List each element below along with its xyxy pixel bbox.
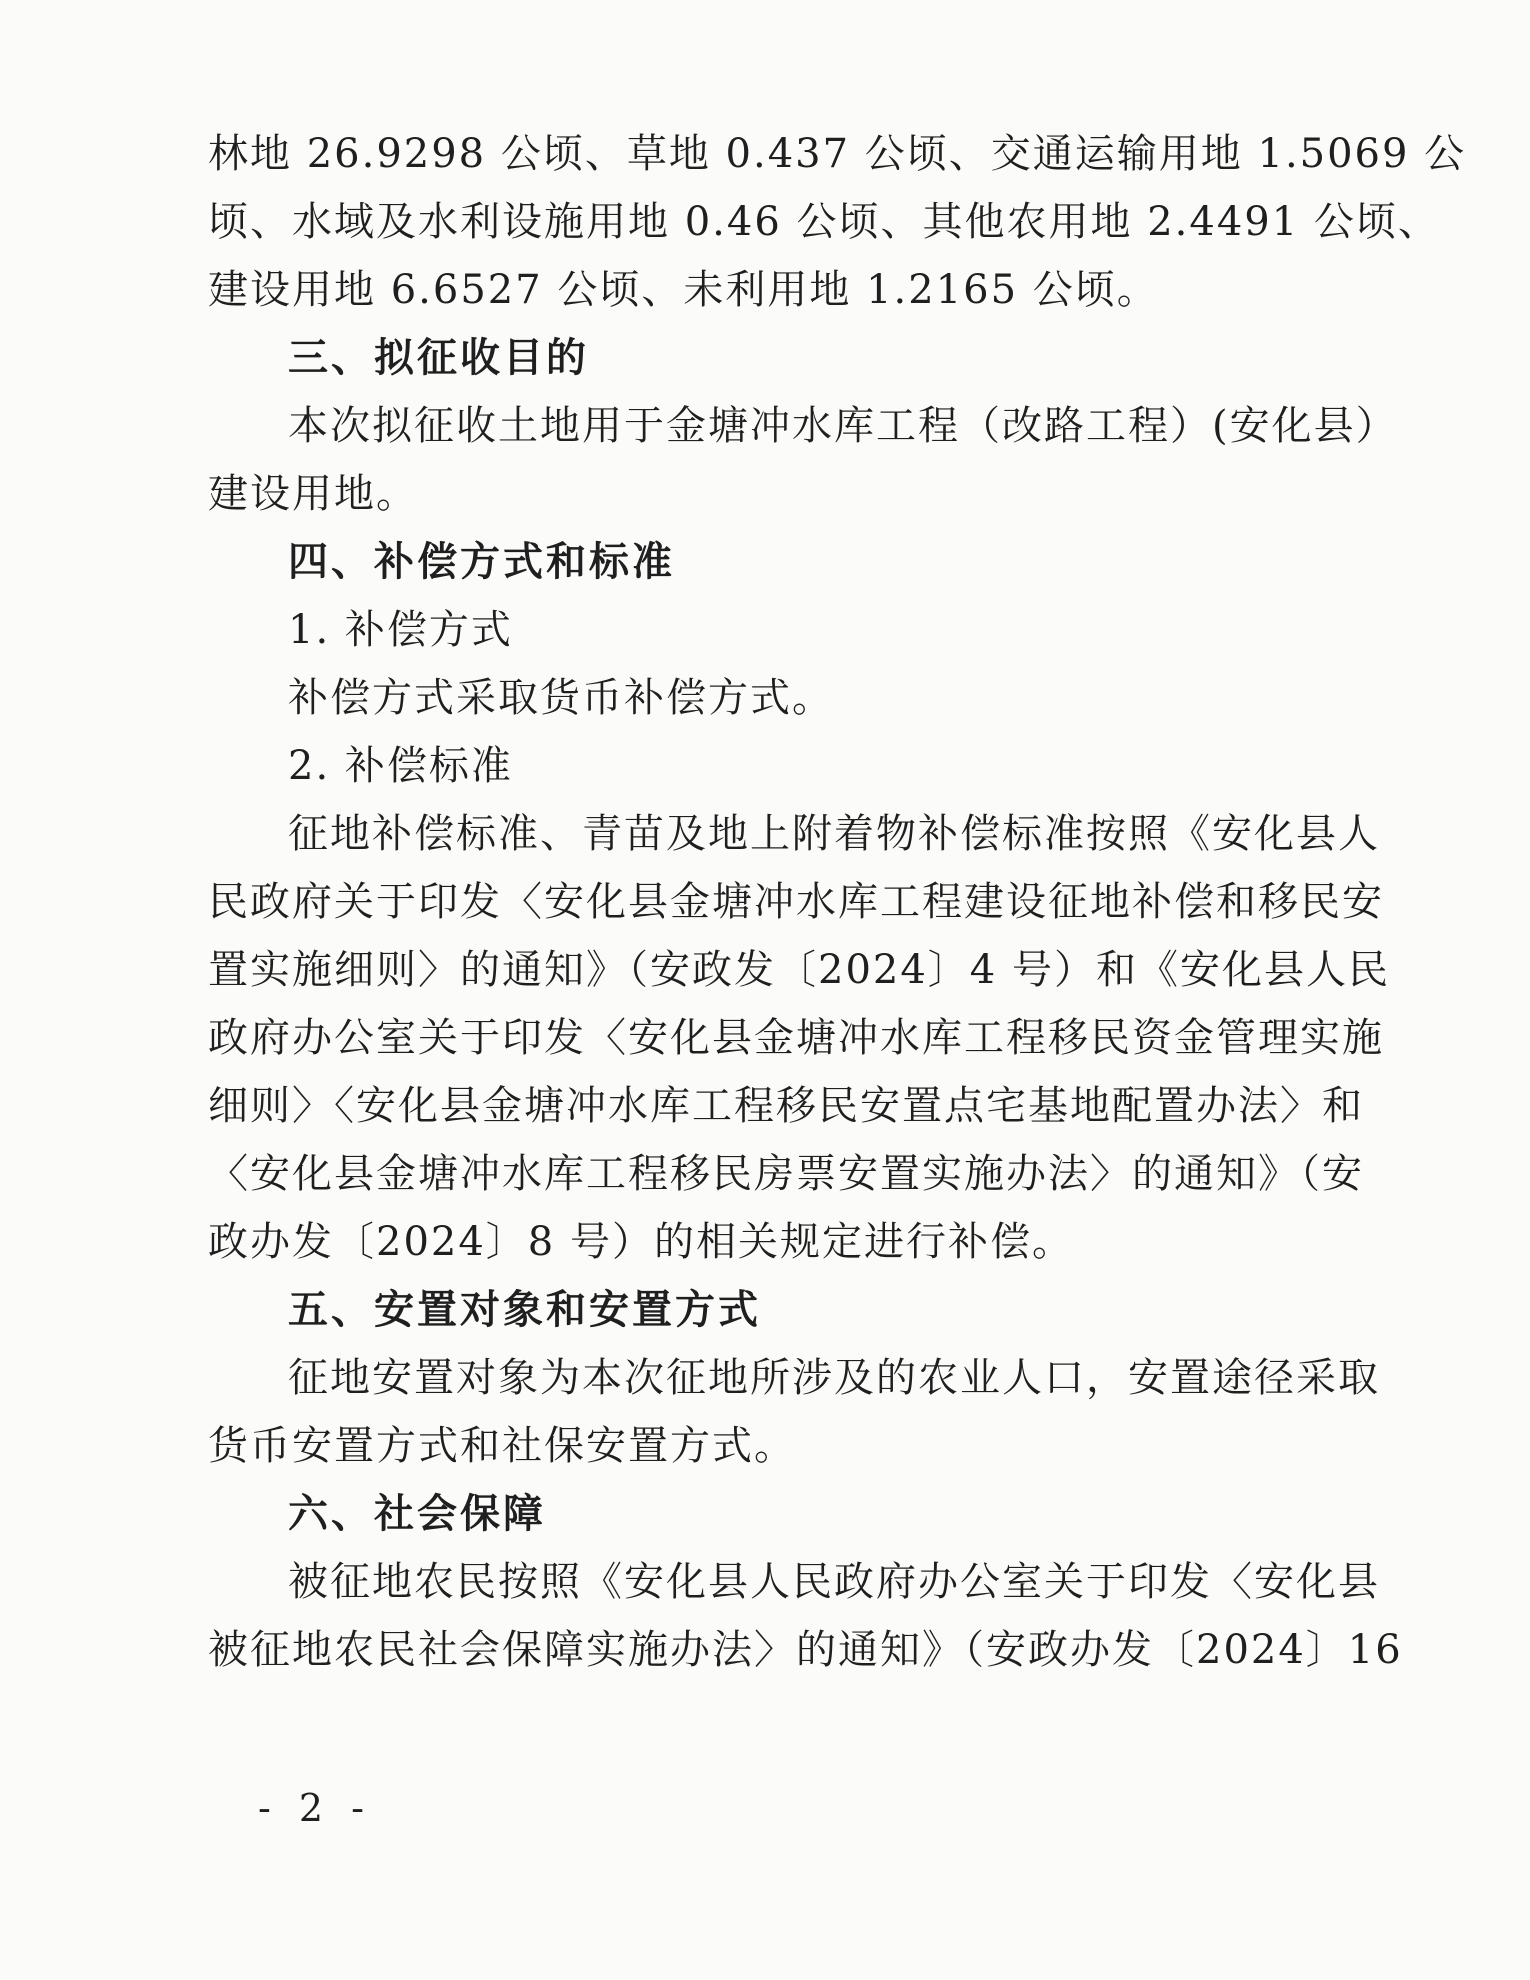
text-line: 置实施细则〉的通知》（安政发〔2024〕4 号）和《安化县人民 bbox=[208, 947, 1390, 993]
text-line: 货币安置方式和社保安置方式。 bbox=[208, 1423, 796, 1469]
text-line: 被征地农民社会保障实施办法〉的通知》（安政办发〔2024〕16 bbox=[208, 1627, 1403, 1673]
text-line: 〈安化县金塘冲水库工程移民房票安置实施办法〉的通知》（安 bbox=[208, 1151, 1364, 1197]
document-body bbox=[208, 120, 1467, 1684]
text-line: 被征地农民按照《安化县人民政府办公室关于印发〈安化县 bbox=[288, 1559, 1380, 1605]
text-line: 2. 补偿标准 bbox=[288, 743, 513, 789]
text-line: 征地补偿标准、青苗及地上附着物补偿标准按照《安化县人 bbox=[288, 811, 1380, 857]
text-line: 建设用地。 bbox=[208, 471, 418, 517]
text-line: 补偿方式采取货币补偿方式。 bbox=[288, 675, 834, 721]
section-heading: 三、拟征收目的 bbox=[288, 335, 589, 381]
text-line: 征地安置对象为本次征地所涉及的农业人口，安置途径采取 bbox=[288, 1355, 1380, 1401]
text-line: 1. 补偿方式 bbox=[288, 607, 513, 653]
text-line: 政府办公室关于印发〈安化县金塘冲水库工程移民资金管理实施 bbox=[208, 1015, 1384, 1061]
text-line: 林地 26.9298 公顷、草地 0.437 公顷、交通运输用地 1.5069 公 bbox=[208, 131, 1467, 177]
text-line: 本次拟征收土地用于金塘冲水库工程（改路工程）(安化县） bbox=[288, 403, 1398, 449]
text-line: 建设用地 6.6527 公顷、未利用地 1.2165 公顷。 bbox=[208, 267, 1159, 313]
text-line: 细则〉〈安化县金塘冲水库工程移民安置点宅基地配置办法〉和 bbox=[208, 1083, 1364, 1129]
page-number: - 2 - bbox=[258, 1786, 373, 1830]
text-line: 政办发〔2024〕8 号）的相关规定进行补偿。 bbox=[208, 1219, 1074, 1265]
section-heading: 五、安置对象和安置方式 bbox=[288, 1287, 761, 1333]
text-line: 民政府关于印发〈安化县金塘冲水库工程建设征地补偿和移民安 bbox=[208, 879, 1384, 925]
section-heading: 六、社会保障 bbox=[288, 1491, 546, 1537]
section-heading: 四、补偿方式和标准 bbox=[288, 539, 675, 585]
text-line: 顷、水域及水利设施用地 0.46 公顷、其他农用地 2.4491 公顷、 bbox=[208, 199, 1440, 245]
